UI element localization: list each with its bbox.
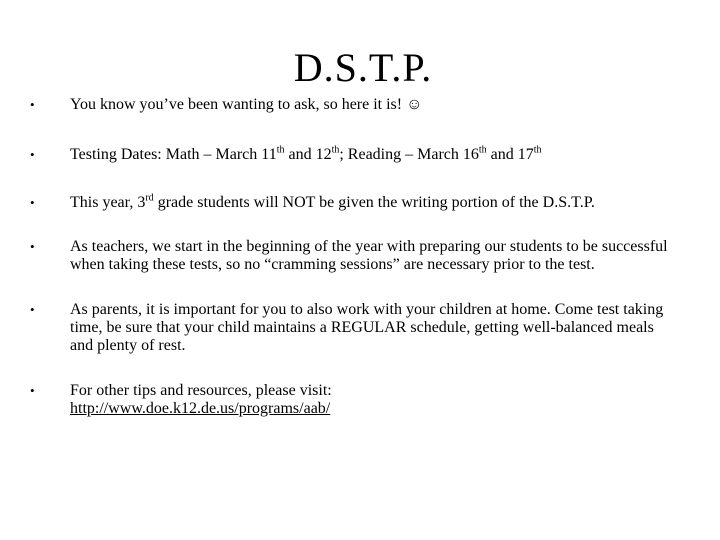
bullet-text: As teachers, we start in the beginning of the year with preparing our students to be successful when taking these tests, so no “cramming sessions” are necessary prior to the test. xyxy=(70,238,668,273)
bullet-text: For other tips and resources, please visit: xyxy=(70,382,332,399)
bullet-dot: • xyxy=(30,383,35,398)
bullet-item-testing-dates xyxy=(30,146,680,164)
bullet-item-teachers xyxy=(30,238,680,274)
bullet-item-writing-portion xyxy=(30,194,680,212)
bullet-text: Testing Dates: Math – March 11th and 12th; Reading – March 16th and 17th xyxy=(70,144,542,163)
bullet-text: This year, 3rd grade students will NOT be given the writing portion of the D.S.T.P. xyxy=(70,192,595,211)
resources-link[interactable]: http://www.doe.k12.de.us/programs/aab/ xyxy=(70,400,331,417)
bullet-text: You know you’ve been wanting to ask, so here it is! xyxy=(70,96,407,113)
bullet-text: As parents, it is important for you to also work with your children at home. Come test taking time, be sure that your child maintains a REGULAR schedule, getting well-balanced meals and plenty of rest. xyxy=(70,301,664,354)
bullet-item-parents xyxy=(30,301,680,355)
bullet-dot: • xyxy=(30,239,35,254)
bullet-dot: • xyxy=(30,302,35,317)
slide-title: D.S.T.P. xyxy=(293,45,433,90)
smiley-icon: ☺ xyxy=(406,96,423,113)
bullet-dot: • xyxy=(30,195,35,210)
bullet-dot: • xyxy=(30,147,35,162)
bullet-dot: • xyxy=(30,97,35,112)
bullet-item-intro xyxy=(30,96,680,114)
bullet-list xyxy=(30,96,680,450)
bullet-item-resources xyxy=(30,382,680,418)
